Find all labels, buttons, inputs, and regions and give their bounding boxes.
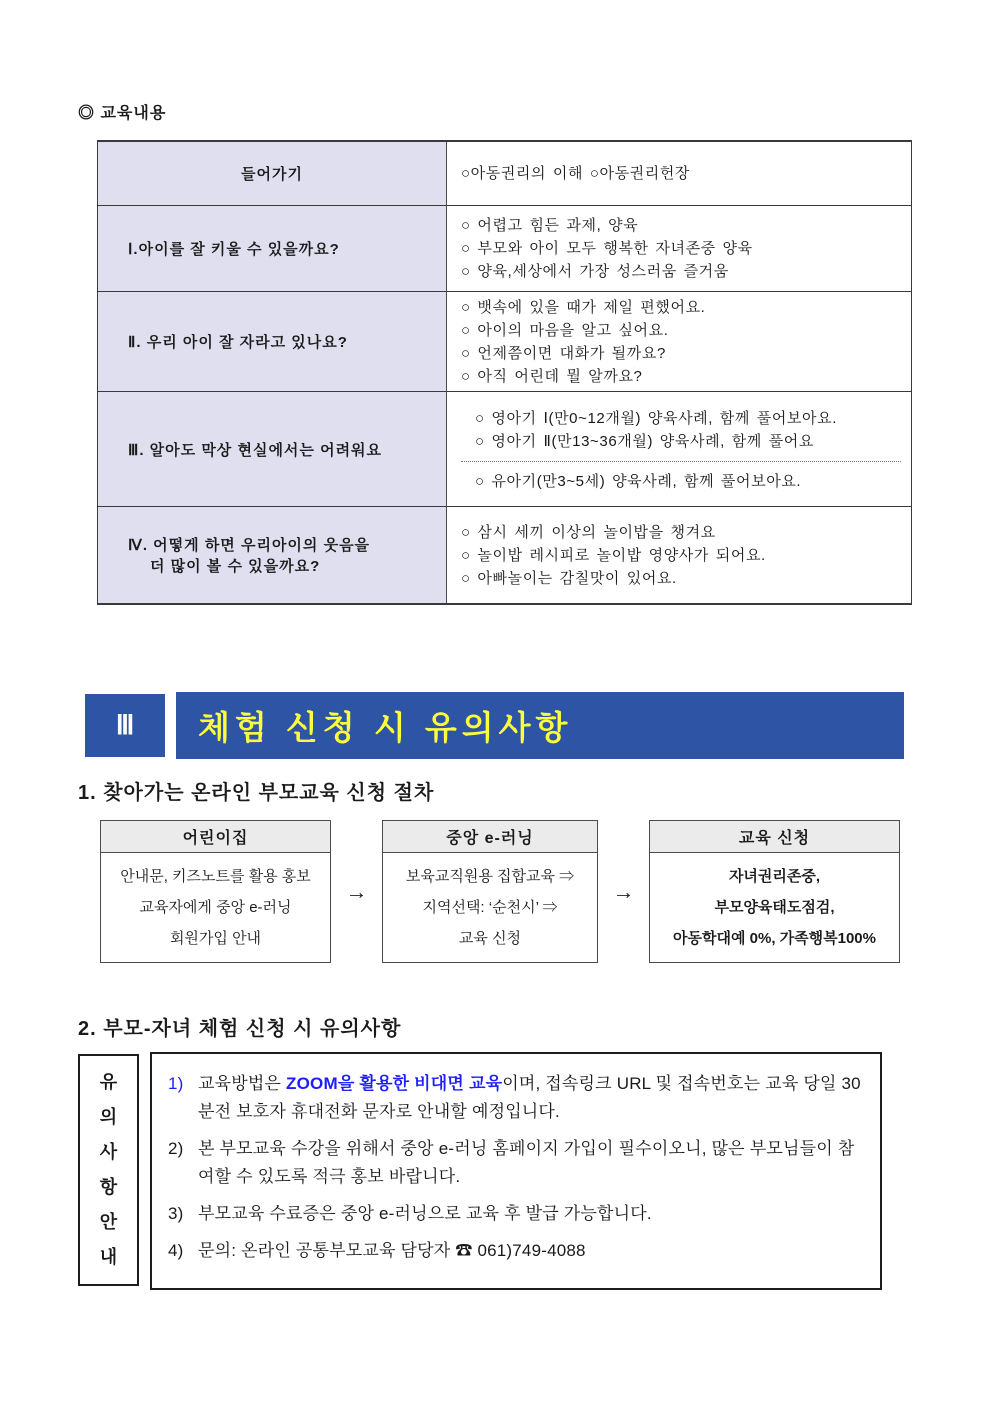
section-numeral-badge: Ⅲ	[85, 694, 165, 757]
table-cell-text: ○ 영아기 Ⅰ(만0~12개월) 양육사례, 함께 풀어보아요.	[475, 409, 837, 427]
notice-item-2	[168, 1135, 866, 1191]
notice-text-pre: 교육방법은	[198, 1074, 287, 1093]
table-cell-text: ○ 언제쯤이면 대화가 될까요?	[461, 344, 666, 362]
table-row-content-4	[447, 507, 911, 603]
flow-box-line: 교육 신청	[458, 930, 522, 947]
notice-side-char: 내	[99, 1247, 118, 1267]
education-content-table	[97, 140, 912, 605]
table-label-line: Ⅳ. 어떻게 하면 우리아이의 웃음을	[128, 537, 371, 554]
table-row-content-1	[447, 206, 911, 292]
table-cell-text: ○ 부모와 아이 모두 행복한 자녀존중 양육	[461, 240, 753, 257]
table-subcell-top	[461, 398, 901, 462]
notice-box	[150, 1052, 882, 1290]
table-cell-text: ○ 아빠놀이는 감칠맛이 있어요.	[461, 569, 677, 587]
table-subcell-bottom	[461, 462, 901, 500]
education-content-label: ◎ 교육내용	[78, 105, 167, 122]
section-title-bar	[176, 692, 904, 759]
flow-box-body	[650, 853, 899, 962]
flow-box-line: 지역선택: ‘순천시’ ⇒	[422, 899, 558, 916]
table-row-label-2: Ⅱ. 우리 아이 잘 자라고 있나요?	[98, 292, 447, 392]
table-cell-text: ○ 아이의 마음을 알고 싶어요.	[461, 321, 669, 339]
table-cell-text: ○ 어렵고 힘든 과제, 양육	[461, 217, 639, 234]
notice-side-char: 항	[99, 1177, 118, 1197]
application-flow-diagram	[100, 820, 900, 963]
flow-box-daycare	[100, 820, 331, 963]
flow-box-header: 어린이집	[101, 821, 330, 853]
table-cell-text: ○ 유아기(만3~5세) 양육사례, 함께 풀어보아요.	[475, 472, 802, 490]
notice-side-label	[78, 1054, 139, 1286]
notice-side-char: 안	[99, 1212, 118, 1232]
flow-box-header: 중앙 e-러닝	[383, 821, 597, 853]
flow-box-line: 교육자에게 중앙 e-러닝	[139, 899, 292, 916]
table-cell-text: ○ 놀이밥 레시피로 놀이밥 영양사가 되어요.	[461, 546, 766, 564]
notice-side-char: 사	[99, 1142, 118, 1162]
notice-item-number: 4)	[168, 1241, 184, 1260]
notice-item-number: 3)	[168, 1204, 184, 1223]
notice-item-4	[168, 1237, 866, 1265]
section-title: 체험 신청 시 유의사항	[198, 709, 573, 746]
table-cell-text: ○ 영아기 Ⅱ(만13~36개월) 양육사례, 함께 풀어요	[475, 432, 814, 450]
table-row-label-4	[98, 507, 447, 603]
notice-item-text: 본 부모교육 수강을 위해서 중앙 e-러닝 홈페이지 가입이 필수이오니, 많은 부모님들이 참여할 수 있도록 적극 홍보 바랍니다.	[198, 1139, 855, 1186]
notice-item-3	[168, 1200, 866, 1228]
flow-arrow-icon: →	[612, 878, 635, 904]
notice-side-char: 의	[99, 1107, 118, 1127]
flow-box-line: 자녀권리존중,	[728, 868, 821, 885]
flow-box-line: 보육교직원용 집합교육 ⇒	[405, 868, 575, 885]
notice-item-1	[168, 1070, 866, 1126]
notice-text-highlight: ZOOM을 활용한 비대면 교육	[286, 1074, 503, 1093]
notice-item-text: 부모교육 수료증은 중앙 e-러닝으로 교육 후 발급 가능합니다.	[198, 1204, 652, 1223]
flow-arrow-icon: →	[345, 878, 368, 904]
notice-item-number: 2)	[168, 1139, 184, 1158]
flow-box-line: 아동학대예 0%, 가족행복100%	[673, 930, 876, 947]
table-row-label-1: Ⅰ.아이를 잘 키울 수 있을까요?	[98, 206, 447, 292]
flow-box-header: 교육 신청	[650, 821, 899, 853]
table-header-content	[447, 142, 911, 206]
flow-box-elearning	[382, 820, 598, 963]
notice-text-post: 이며, 접속링크 URL 및 접속번호는 교육 당일 30분전 보호자 휴대전화 문자로 안내할 예정입니다.	[198, 1074, 861, 1121]
table-cell-text: ○아동권리의 이해 ○아동권리헌장	[461, 165, 691, 182]
table-label-line: 더 많이 볼 수 있을까요?	[150, 558, 321, 575]
flow-box-apply	[649, 820, 900, 963]
table-cell-text: ○ 아직 어린데 뭘 알까요?	[461, 367, 643, 385]
table-cell-text: ○ 삼시 세끼 이상의 놀이밥을 챙겨요	[461, 523, 716, 541]
flow-box-line: 안내문, 키즈노트를 활용 홍보	[120, 868, 311, 885]
notice-side-char: 유	[99, 1072, 118, 1092]
subsection-1-title: 1. 찾아가는 온라인 부모교육 신청 절차	[78, 782, 435, 804]
table-cell-text: ○ 뱃속에 있을 때가 제일 편했어요.	[461, 298, 706, 316]
flow-box-body	[101, 853, 330, 962]
table-row-content-2	[447, 292, 911, 392]
notice-item-number: 1)	[168, 1074, 184, 1093]
subsection-2-title: 2. 부모-자녀 체험 신청 시 유의사항	[78, 1018, 402, 1040]
table-row-content-3	[447, 392, 911, 507]
notice-item-text	[198, 1070, 866, 1126]
table-header-label: 들어가기	[98, 142, 447, 206]
notice-item-text: 문의: 온라인 공통부모교육 담당자 ☎ 061)749-4088	[198, 1241, 586, 1260]
table-row-label-3: Ⅲ. 알아도 막상 현실에서는 어려워요	[98, 392, 447, 507]
flow-box-line: 부모양육태도점검,	[714, 899, 835, 916]
table-cell-text: ○ 양육,세상에서 가장 성스러움 즐거움	[461, 263, 729, 280]
flow-box-line: 회원가입 안내	[169, 930, 262, 947]
flow-box-body	[383, 853, 597, 962]
